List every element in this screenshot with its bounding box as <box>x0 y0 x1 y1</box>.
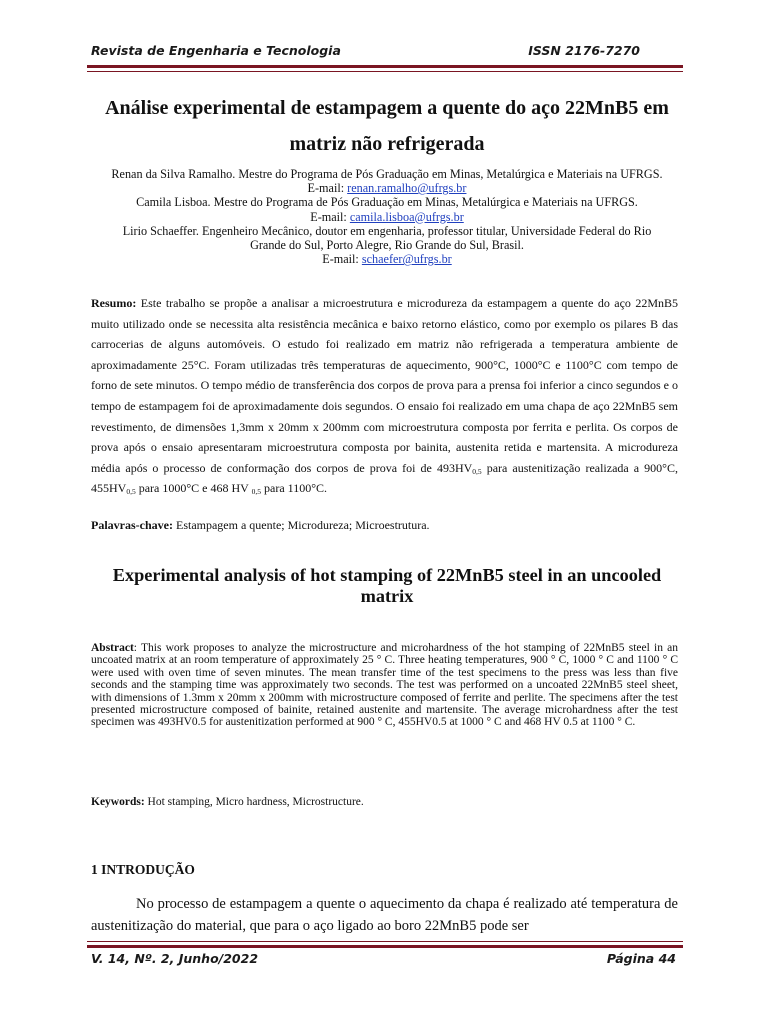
footer-rule-thin <box>87 941 683 942</box>
intro-paragraph: No processo de estampagem a quente o aquecimento da chapa é realizado até temperatura de austenitização do material, que para o aço ligado ao boro 22MnB5 pode ser <box>91 896 678 934</box>
palavras-chave: Palavras-chave: Estampagem a quente; Microdureza; Microestrutura. <box>91 518 430 532</box>
author-2: Camila Lisboa. Mestre do Programa de Pós Graduação em Minas, Metalúrgica e Materiais na UFRGS. E-mail: camila.lisboa@ufrgs.br <box>136 195 638 224</box>
section-heading: 1 INTRODUÇÃO <box>91 862 195 877</box>
paper-title: Análise experimental de estampagem a quente do aço 22MnB5 em matriz não refrigerada <box>105 97 669 155</box>
resumo-label: Resumo: <box>91 296 137 310</box>
abstract-paragraph: Abstract: This work proposes to analyze the microstructure and microhardness of the hot stamping of 22MnB5 steel in an uncoated matrix at an room temperature of approximately 25 ° C. Three heating temperatures, 900 ° C, 1000 ° C and 1100 ° C were used with oven time of seven minutes. The mean transfer time of the test specimens to the press was less than five seconds and the stamping time was approximately two seconds. The test was performed on a uncoated 22MnB5 steel sheet, with dimensions of 1.3mm x 20mm x 200mm with microstructure composed of ferrite and perlite. The specimens after the test presented microstructure composed of bainite, retained austenite and martensite. The average microhardness after the test specimen was 493HV0.5 for austenitization performed at 900 ° C, 455HV0.5 at 1000 ° C and 468 HV 0.5 at 1100 ° C. <box>91 642 678 729</box>
volume-label: V. 14, Nº. 2, Junho/2022 <box>91 951 259 966</box>
author-3-email-link[interactable]: schaefer@ufrgs.br <box>361 252 452 267</box>
running-header <box>91 43 686 61</box>
header-rule-thin <box>87 71 683 72</box>
footer-rule-thick <box>87 945 683 948</box>
english-title: Experimental analysis of hot stamping of 22MnB5 steel in an uncooled matrix <box>112 565 662 606</box>
author-1: Renan da Silva Ramalho. Mestre do Programa de Pós Graduação em Minas, Metalúrgica e Materiais na UFRGS. E-mail: renan.ramalho@ufrgs.br <box>111 167 663 196</box>
author-2-email-link[interactable]: camila.lisboa@ufrgs.br <box>349 209 464 224</box>
journal-name: Revista de Engenharia e Tecnologia <box>91 43 341 58</box>
palavras-chave-label: Palavras-chave: <box>91 518 173 532</box>
resumo-paragraph: Resumo: Este trabalho se propõe a analisar a microestrutura e microdureza da estampagem a quente do aço 22MnB5 muito utilizado onde se necessita alta resistência mecânica e baixo retorno elástico, como por exemplo os pilares B das carrocerias de alguns automóveis. O estudo foi realizado em matriz não refrigerada a temperatura ambiente de aproximadamente 25°C. Foram utilizadas três temperaturas de aquecimento, 900°C, 1000°C e 1100°C com tempo de forno de sete minutos. O tempo médio de transferência dos corpos de prova para a prensa foi inferior a cinco segundos e o tempo de estampagem foi de aproximadamente dois segundos. O ensaio foi realizado em uma chapa de aço 22MnB5 sem revestimento, de dimensões 1,3mm x 20mm x 200mm com microestrutura composta por ferrita e perlita. Os corpos de prova após o ensaio apresentaram microestrutura composta por bainita, austenita retida e martensita. A microdureza média após o processo de conformação dos corpos de prova foi de $493HV_{0,5}$ para austenitização realizada a 900°C, $455HV_{0,5}$ para 1000°C e 468 HV $_{0,5}$ para 1100°C. <box>91 296 678 497</box>
author-block <box>91 167 683 266</box>
abstract-label: Abstract <box>91 642 134 654</box>
issn-label: ISSN 2176-7270 <box>528 43 640 58</box>
header-rule-thick <box>87 65 683 68</box>
author-3: Lirio Schaeffer. Engenheiro Mecânico, doutor em engenharia, professor titular, Universidade Federal do Rio Grande do Sul, Porto Alegre, Rio Grande do Sul, Brasil. E-mail: schaefer@ufrgs.br <box>122 223 652 267</box>
page-number: Página 44 <box>606 951 676 966</box>
keywords: Keywords: Hot stamping, Micro hardness, Microstructure. <box>91 796 364 808</box>
keywords-label: Keywords: <box>91 796 145 808</box>
running-footer <box>91 951 678 969</box>
author-1-email-link[interactable]: renan.ramalho@ufrgs.br <box>347 181 467 196</box>
